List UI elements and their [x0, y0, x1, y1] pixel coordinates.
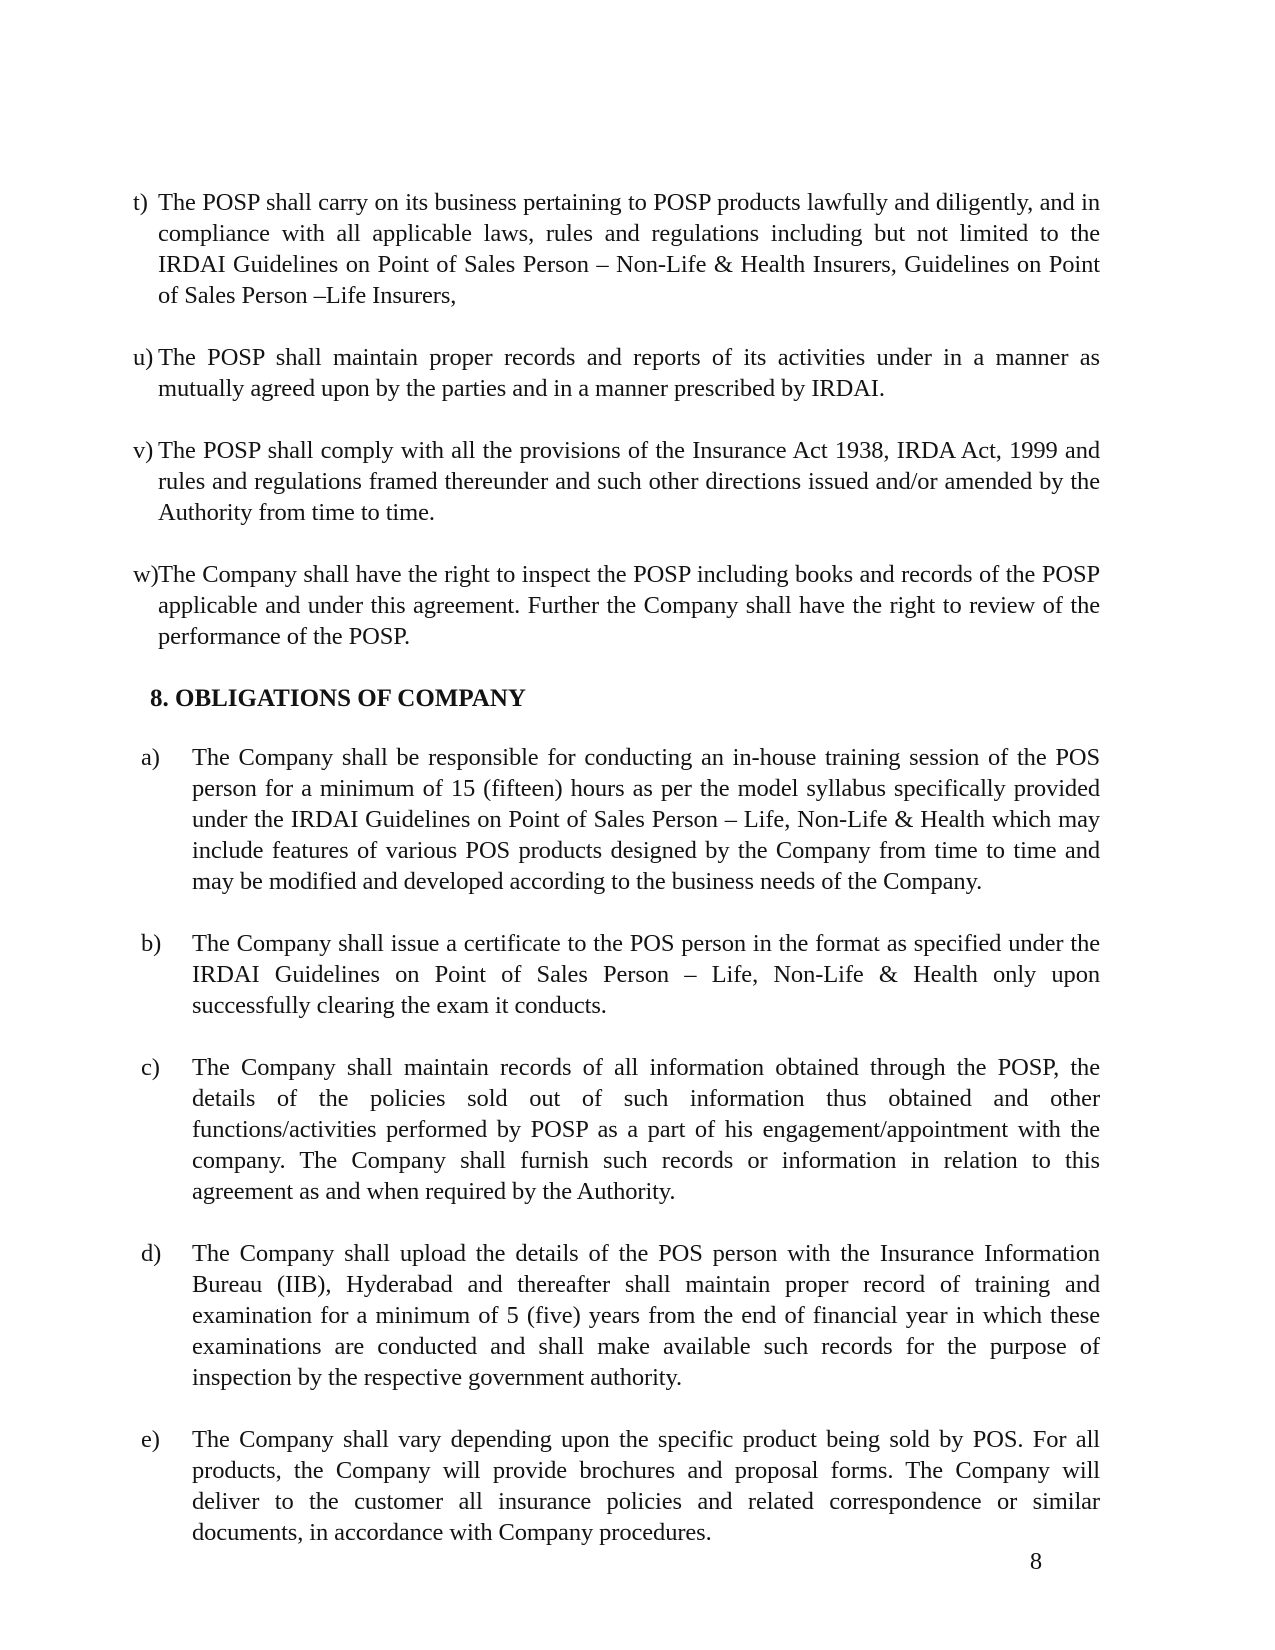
item-text: The Company shall upload the details of the POS person with the Insurance Information Bureau (IIB), Hyderabad and thereafter shall maintain proper record of training and examination for a minimum of 5 (five) years from the end of financial year in which these examinations are conducted and shall make available such records for the purpose of inspection by the respective government authority.	[192, 1240, 1100, 1391]
list-item	[133, 1424, 1100, 1548]
list-item	[133, 742, 1100, 897]
item-text: The Company shall maintain records of all information obtained through the POSP, the details of the policies sold out of such information thus obtained and other functions/activities performed by POSP as a part of his engagement/appointment with the company. The Company shall furnish such records or information in relation to this agreement as and when required by the Authority.	[192, 1054, 1100, 1205]
item-label: v)	[133, 437, 154, 464]
item-text: The POSP shall maintain proper records and reports of its activities under in a manner as mutually agreed upon by the parties and in a manner prescribed by IRDAI.	[158, 344, 1100, 402]
list-item	[133, 187, 1100, 311]
item-text: The POSP shall carry on its business pertaining to POSP products lawfully and diligently, and in compliance with all applicable laws, rules and regulations including but not limited to the IRDAI Guidelines on Point of Sales Person – Non-Life & Health Insurers, Guidelines on Point of Sales Person –Life Insurers,	[158, 189, 1100, 309]
list-item	[133, 1052, 1100, 1207]
item-text: The Company shall have the right to inspect the POSP including books and records of the POSP applicable and under this agreement. Further the Company shall have the right to review of the performance of the POSP.	[158, 561, 1100, 650]
clause-list-company	[133, 742, 1100, 1548]
section-heading: 8. OBLIGATIONS OF COMPANY	[150, 685, 526, 712]
list-item	[133, 928, 1100, 1021]
item-label: e)	[141, 1426, 160, 1453]
item-text: The POSP shall comply with all the provisions of the Insurance Act 1938, IRDA Act, 1999 and rules and regulations framed thereunder and such other directions issued and/or amended by the Authority from time to time.	[158, 437, 1100, 526]
page-number: 8	[1029, 1548, 1042, 1575]
item-text: The Company shall be responsible for conducting an in-house training session of the POS person for a minimum of 15 (fifteen) hours as per the model syllabus specifically provided under the IRDAI Guidelines on Point of Sales Person – Life, Non-Life & Health which may include features of various POS products designed by the Company from time to time and may be modified and developed according to the business needs of the Company.	[192, 744, 1100, 895]
item-label: u)	[133, 344, 154, 371]
item-text: The Company shall vary depending upon the specific product being sold by POS. For all products, the Company will provide brochures and proposal forms. The Company will deliver to the customer all insurance policies and related correspondence or similar documents, in accordance with Company procedures.	[192, 1426, 1100, 1546]
item-label: a)	[141, 744, 160, 771]
item-label: t)	[133, 189, 148, 216]
list-item	[133, 435, 1100, 528]
list-item	[133, 1238, 1100, 1393]
item-label: c)	[141, 1054, 160, 1081]
item-label: w)	[133, 561, 159, 588]
item-text: The Company shall issue a certificate to the POS person in the format as specified under the IRDAI Guidelines on Point of Sales Person – Life, Non-Life & Health only upon successfully clearing the exam it conducts.	[192, 930, 1100, 1019]
item-label: d)	[141, 1240, 162, 1267]
clause-list-posp	[133, 187, 1100, 652]
list-item	[133, 559, 1100, 652]
item-label: b)	[141, 930, 162, 957]
list-item	[133, 342, 1100, 404]
